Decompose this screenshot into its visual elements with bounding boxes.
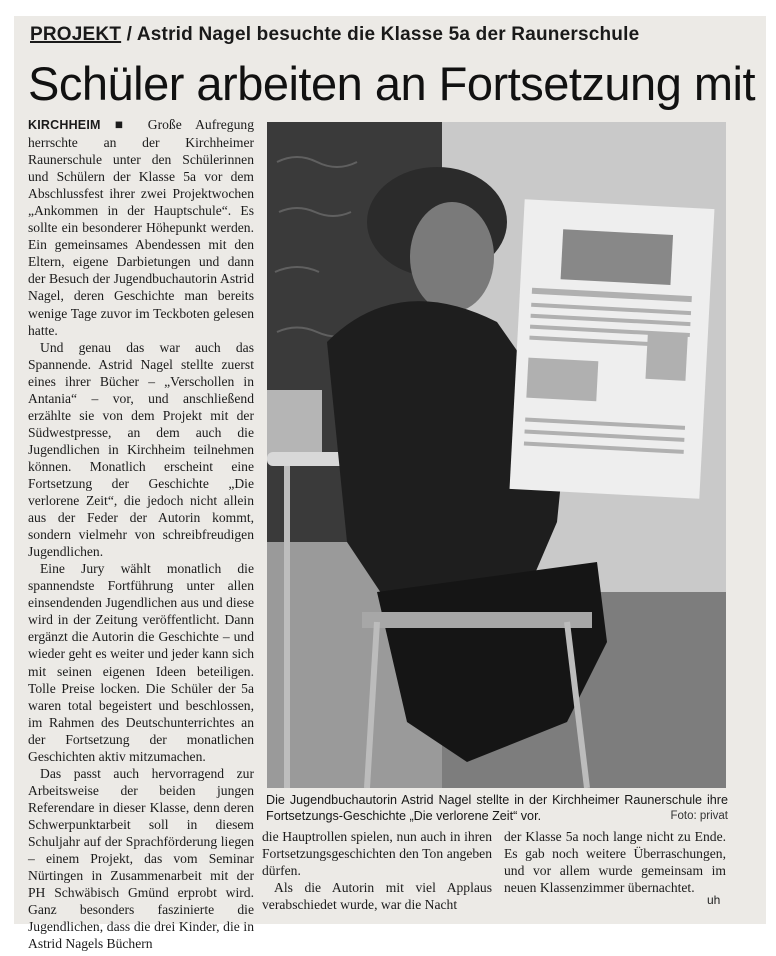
article-headline: Schüler arbeiten an Fortsetzung mit (28, 57, 756, 110)
article-column-2 (262, 828, 492, 913)
article-column-3 (504, 828, 726, 896)
caption-text: Die Jugendbuchautorin Astrid Nagel stellte in der Kirchheimer Raunerschule ihre Fortsetzungs-Geschichte „Die verlorene Zeit“ vor. (266, 793, 728, 823)
article-photo (267, 122, 726, 788)
article-paragraph: die Hauptrollen spielen, nun auch in ihren Fortsetzungsgeschichten den Ton angeben dürfen. (262, 829, 492, 879)
article-paragraph: der Klasse 5a noch lange nicht zu Ende. Es gab noch weitere Überraschungen, und vor allem wurde gemeinsam im neuen Klassenzimmer übernachtet. (504, 829, 726, 896)
kicker-tag: PROJEKT (30, 24, 122, 45)
dateline-square-icon: ■ (114, 117, 134, 132)
photo-caption (266, 792, 728, 824)
article-paragraph (28, 116, 254, 339)
kicker-text: / Astrid Nagel besuchte die Klasse 5a der Raunerschule (121, 24, 640, 45)
dateline: KIRCHHEIM (28, 118, 101, 132)
article-paragraph: Eine Jury wählt monatlich die spannendste Fortführung unter allen einsendenden Jugendlichen aus und diese wird in der Zeitung veröffentlicht. Dann ergänzt die Autorin die Geschichte – und wieder geht es weiter und jeder kann sich mit seinen eigenen Ideen beteiligen. Tolle Preise locken. Die Schüler der 5a waren total begeistert und beschlossen, im Rahmen des Deutschunterrichtes an der Fortsetzung der monatlichen Geschichten aktiv mitzumachen. (28, 561, 254, 764)
photo-credit: Foto: privat (670, 810, 728, 822)
article-paragraph: Das passt auch hervorragend zur Arbeitsweise der beiden jungen Referendare in dieser Klasse, denn deren Schwerpunktarbeit soll in diesem Schuljahr auf der Sprachförderung liegen – einem Projekt, das vom Seminar Nürtingen in Zusammenarbeit mit der PH Schwäbisch Gmünd erprobt wird. Ganz besonders faszinierte die Jugendlichen, dass die drei Kinder, die in Astrid Nagels Büchern (28, 765, 254, 952)
article-paragraph: Und genau das war auch das Spannende. Astrid Nagel stellte zuerst eines ihrer Bücher – „Verschollen in Antania“ – vor, und anschließend erzählte sie von dem Projekt mit der Südwestpresse, an dem auch die Jugendlichen in Kirchheim teilnehmen können. Monatlich erscheint eine Fortsetzung der Geschichte „Die verlorene Zeit“, die jedoch nicht allein aus der Feder der Autorin kommt, sondern vielmehr von schreibfreudigen Jugendlichen. (28, 339, 254, 560)
article-column-1 (28, 116, 254, 952)
article-paragraph: Als die Autorin mit viel Applaus verabschiedet wurde, war die Nacht (262, 880, 492, 913)
paragraph-text: Große Aufregung herrschte an der Kirchheimer Raunerschule unter den Schülerinnen und Schülern der Klasse 5a vor dem Abschlussfest ihrer zwei Projektwochen „Ankommen in der Hauptschule“. Es sollte ein besonderer Höhepunkt werden. Ein gemeinsames Abendessen mit den Eltern, eigene Darbietungen und dann der Besuch der Jugendbuchautorin Astrid Nagel, deren Geschichte man bereits wenige Tage zuvor im Teckboten gelesen hatte. (28, 117, 254, 338)
author-signature: uh (707, 893, 721, 907)
article-kicker (30, 24, 639, 52)
